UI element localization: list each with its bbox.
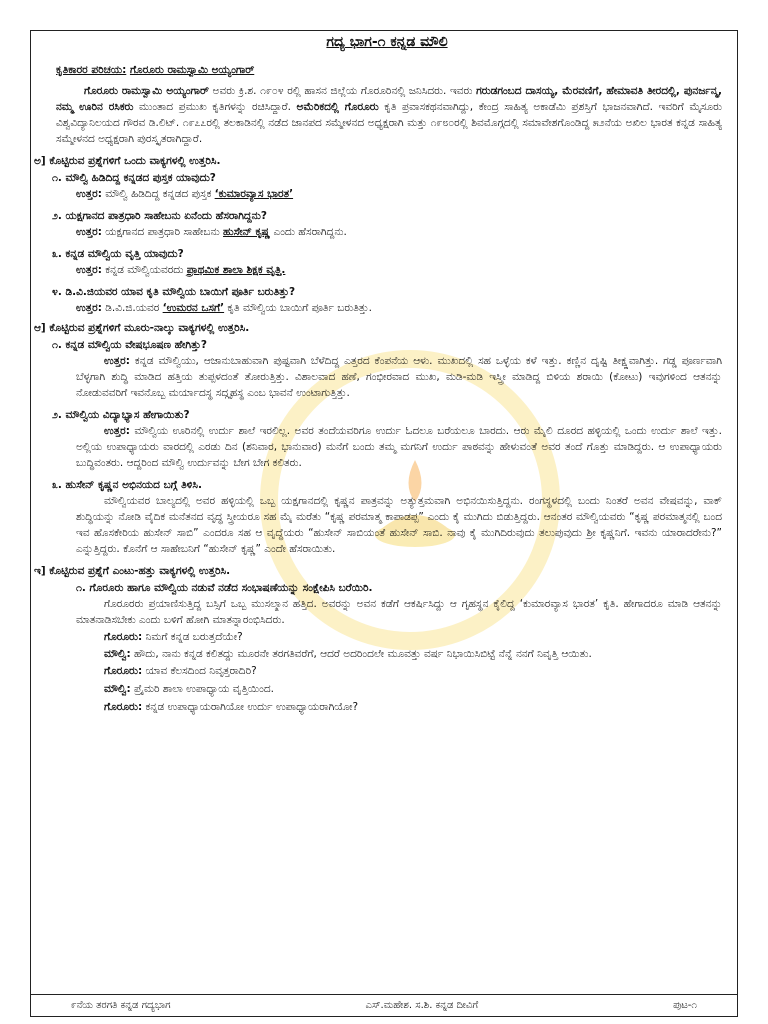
dialog-text: ಹೌದು, ನಾನು ಕನ್ನಡ ಕಲಿತದ್ದು ಮೂರನೇ ತರಗತಿವರೆಗೆ, ಆದರೆ ಅದರಿಂದಲೇ ಮೂವತ್ತು ವರ್ಷ ನಿಭಾಯಿಸಿಬಿಟ್ಟೆ ನೆನ್ನೆ ನನಗೆ ನಿವೃತ್ತಿ ಆಯಿತು. [130,648,592,660]
intro-text-2: ಮುಂತಾದ ಪ್ರಮುಖ ಕೃತಿಗಳನ್ನು ರಚಿಸಿದ್ದಾರೆ. [133,101,297,113]
answer-label: ಉತ್ತರ: [76,188,102,200]
answer-b1 [76,353,722,401]
question-block [52,580,722,716]
answer-label: ಉತ್ತರ: [76,226,102,238]
section-b-heading: ಆ] ಕೊಟ್ಟಿರುವ ಪ್ರಶ್ನೆಗಳಿಗೆ ಮೂರು-ನಾಲ್ಕು ವಾಕ್ಯಗಳಲ್ಲಿ ಉತ್ತರಿಸಿ. [34,322,250,334]
answer-c1-intro: ಗೊರೂರರು ಪ್ರಯಾಣಿಸುತ್ತಿದ್ದ ಬಸ್ಸಿಗೆ ಒಬ್ಬ ಮುಸಲ್ಮಾನ ಹತ್ತಿದ. ಅವರನ್ನು ಅವನ ಕಡೆಗೆ ಆಕರ್ಷಿಸಿದ್ದು ಆ ಗೃಹಸ್ಥನ ಕೈಲಿದ್ದ ‘ಕುಮಾರವ್ಯಾಸ ಭಾರತ’ ಕೃತಿ. ಹೇಗಾದರೂ ಮಾಡಿ ಆತನನ್ನು ಮಾತನಾಡಿಸಬೇಕು ಎಂದು ಬಳಿಗೆ ಹೋಗಿ ಮಾತನ್ನಾರಂಭಿಸಿದರು. [76,598,722,626]
speaker-label: ಗೊರೂರು: [104,701,143,713]
question-block [52,337,722,401]
dialog-line [104,628,722,646]
page-title: ಗದ್ಯ ಭಾಗ-೧ ಕನ್ನಡ ಮೌಲಿ [326,34,448,50]
intro-paragraph [56,83,722,147]
answer-a1 [76,186,722,202]
intro-text-3: ಕೃತಿ ಪ್ರವಾಸಕಥನವಾಗಿದ್ದು, ಕೇಂದ್ರ ಸಾಹಿತ್ಯ ಅಕಾಡೆಮಿ ಪ್ರಶಸ್ತಿಗೆ ಭಾಜನವಾಗಿದೆ. ಇವರಿಗೆ ಮೈಸೂರು ವಿಶ್ವವಿದ್ಯಾನಿಲಯದ ಗೌರವ ಡಿ.ಲಿಟ್. ೧೯೭೭ರಲ್ಲಿ ತಲಕಾಡಿನಲ್ಲಿ ನಡೆದ ಜಾನಪದ ಸಮ್ಮೇಳನದ ಅಧ್ಯಕ್ಷರಾಗಿ ಮತ್ತು ೧೯೮೦ರಲ್ಲಿ ಶಿವಮೊಗ್ಗದಲ್ಲಿ ಸಮಾವೇಶಗೊಂಡಿದ್ದ ೫೨ನೆಯ ಅಖಿಲ ಭಾರತ ಕನ್ನಡ ಸಾಹಿತ್ಯ ಸಮ್ಮೇಳನದ ಅಧ್ಯಕ್ಷರಾಗಿ ಪುರಸ್ಕೃತರಾಗಿದ್ದಾರೆ. [56,101,722,145]
question-block [52,407,722,471]
document-content [34,34,722,716]
answer-text: ಡಿ.ವಿ.ಜಿ.ಯವರ [101,302,163,314]
dialog-line [104,698,722,716]
answer-text: ಎಂದು ಹೆಸರಾಗಿದ್ದನು. [270,226,347,238]
speaker-label: ಗೊರೂರು: [104,631,143,643]
question-block [52,477,722,557]
footer-class-subject: ೯ನೆಯ ತರಗತಿ ಕನ್ನಡ ಗದ್ಯಭಾಗ [71,1000,171,1011]
dialog-line [104,646,722,662]
question-c1: ೧. ಗೊರೂರು ಹಾಗೂ ಮೌಲ್ವಿಯ ನಡುವೆ ನಡೆದ ಸಂಭಾಷಣೆಯನ್ನು ಸಂಕ್ಷೇಪಿಸಿ ಬರೆಯಿರಿ. [76,582,373,594]
question-a2: ೨. ಯಕ್ಷಗಾನದ ಪಾತ್ರಧಾರಿ ಸಾಹೇಬನು ಏನೆಂದು ಹೆಸರಾಗಿದ್ದನು? [52,210,267,222]
speaker-label: ಮೌಲ್ವಿ: [104,683,131,695]
footer-author: ಎಸ್.ಮಹೇಶ. ಸ.ಶಿ. ಕನ್ನಡ ದೀವಿಗೆ [365,1000,479,1011]
author-name: ಗೊರೂರು ರಾಮಸ್ವಾಮಿ ಅಯ್ಯಂಗಾರ್ [129,64,255,76]
answer-b2 [76,423,722,471]
author-intro [56,64,722,77]
answer-label: ಉತ್ತರ: [104,355,130,367]
dialog-line [104,680,722,698]
question-b3: ೩. ಹುಸೇನ್ ಕೃಷ್ಣನ ಅಭಿನಯದ ಬಗ್ಗೆ ತಿಳಿಸಿ. [52,479,202,491]
speaker-label: ಗೊರೂರು: [104,665,143,677]
section-c-heading: ಇ] ಕೊಟ್ಟಿರುವ ಪ್ರಶ್ನೆಗೆ ಎಂಟು-ಹತ್ತು ವಾಕ್ಯಗಳಲ್ಲಿ ಉತ್ತರಿಸಿ. [34,565,231,577]
question-b1: ೧. ಕನ್ನಡ ಮೌಲ್ವಿಯ ವೇಷಭೂಷಣ ಹೇಗಿತ್ತು? [52,339,207,351]
answer-text: ಮೌಲ್ವಿಯ ಊರಿನಲ್ಲಿ ಉರ್ದು ಶಾಲೆ ಇರಲಿಲ್ಲ. ಅವರ ತಂದೆಯವರಿಗೂ ಉರ್ದು ಓದಲೂ ಬರೆಯಲೂ ಬಾರದು. ಆರು ಮೈಲಿ ದೂರದ ಹಳ್ಳಿಯಲ್ಲಿ ಒಂದು ಉರ್ದು ಶಾಲೆ ಇತ್ತು. ಅಲ್ಲಿಯ ಉಪಾಧ್ಯಾಯರು ವಾರದಲ್ಲಿ ಎರಡು ದಿನ (ಶನಿವಾರ, ಭಾನುವಾರ) ಮನೆಗೆ ಬಂದು ತಮ್ಮ ಮಗನಿಗೆ ಉರ್ದು ಪಾಠವನ್ನು ಹೇಳುವಂತೆ ಅವರ ತಂದೆ ಗೊತ್ತು ಮಾಡಿದ್ದರು. ಆ ಉಪಾಧ್ಯಾಯರು ಬುದ್ಧಿವಂತರು. ಆದ್ದರಿಂದ ಮೌಲ್ವಿ ಉರ್ದುವನ್ನು ಬೇಗ ಬೇಗ ಕಲಿತರು. [76,425,722,469]
answer-text: ಕೃತಿ ಮೌಲ್ವಿಯ ಬಾಯಿಗೆ ಪೂರ್ತಿ ಬರುತಿತ್ತು. [224,302,372,314]
answer-label: ಉತ್ತರ: [104,425,130,437]
dialog-text: ಕನ್ನಡ ಉಪಾಧ್ಯಾಯರಾಗಿಯೋ ಉರ್ದು ಉಪಾಧ್ಯಾಯರಾಗಿಯೋ? [142,701,359,713]
dialog-text: ಪ್ರೈಮರಿ ಶಾಲಾ ಉಪಾಧ್ಯಾಯ ವೃತ್ತಿಯಿಂದ. [130,683,274,695]
question-block [52,246,722,278]
answer-b3 [76,493,722,557]
answer-highlight: ‘ಕುಮಾರವ್ಯಾಸ ಭಾರತ’ [214,188,294,200]
dialog-text: ನಿಮಗೆ ಕನ್ನಡ ಬರುತ್ತದೆಯೇ? [142,631,243,643]
answer-label: ಉತ್ತರ: [76,264,102,276]
question-block [52,208,722,240]
question-a1: ೧. ಮೌಲ್ವಿ ಹಿಡಿದಿದ್ದ ಕನ್ನಡದ ಪುಸ್ತಕ ಯಾವುದು? [52,172,216,184]
answer-label: ಉತ್ತರ: [76,302,102,314]
footer-page-number: ಪುಟ-೧ [673,1000,697,1011]
section-a-heading: ಅ] ಕೊಟ್ಟಿರುವ ಪ್ರಶ್ನೆಗಳಿಗೆ ಒಂದು ವಾಕ್ಯಗಳಲ್ಲಿ ಉತ್ತರಿಸಿ. [34,155,221,167]
answer-a3 [76,262,722,278]
question-block [52,170,722,202]
answer-a2 [76,224,722,240]
intro-work-2: ಅಮೆರಿಕದಲ್ಲಿ ಗೊರೂರು [296,101,379,113]
intro-works: ಗರುಡಗಂಬದ ದಾಸಯ್ಯ, ಮೆರವಣಿಗೆ, ಹೇಮಾವತಿ ತೀರದಲ್ಲಿ, ಪುನರ್ಜನ್ಮ, ನಮ್ಮ ಊರಿನ ರಸಿಕರು [56,85,722,113]
answer-highlight: ಹುಸೇನ್ ಕೃಷ್ಣ [223,226,271,238]
speaker-label: ಮೌಲ್ವಿ: [104,648,131,660]
author-intro-label: ಕೃತಿಕಾರರ ಪರಿಚಯ: [56,64,127,76]
dialog-text: ಯಾವ ಕೆಲಸದಿಂದ ನಿವೃತ್ತರಾದಿರಿ? [142,665,257,677]
answer-a4 [76,300,722,316]
answer-text: ಮೌಲ್ವಿಯವರ ಬಾಲ್ಯದಲ್ಲಿ ಅವರ ಹಳ್ಳಿಯಲ್ಲಿ ಒಬ್ಬ ಯಕ್ಷಗಾನದಲ್ಲಿ ಕೃಷ್ಣನ ಪಾತ್ರವನ್ನು ಅತ್ಯುತ್ತಮವಾಗಿ ಅಭಿನಯಿಸುತ್ತಿದ್ದನು. ರಂಗಸ್ಥಳದಲ್ಲಿ ಬಂದು ನಿಂತರೆ ಅವನ ವೇಷವನ್ನು, ವಾಕ್ ಶುದ್ಧಿಯನ್ನು ನೋಡಿ ವೈದಿಕ ಮನೆತನದ ವೃದ್ಧ ಸ್ತ್ರೀಯರೂ ಸಹ ಮೈ ಮರೆತು “ಕೃಷ್ಣ ಪರಮಾತ್ಮ ಕಾಪಾಡಪ್ಪ” ಎಂದು ಕೈ ಮುಗಿದು ಬಿಡುತ್ತಿದ್ದರು. ಆನಂತರ ಮೌಲ್ವಿಯವರು “ಕೃಷ್ಣ ಪರಮಾತ್ಮನಲ್ಲಿ ಬಂದ ಇವ ಹೊಸಕೇರಿಯ ಹುಸೇನ್ ಸಾಬಿ” ಎಂದರೂ ಸಹ ಆ ವೃದ್ಧೆಯರು “ಹುಸೇನ್ ಸಾಬಿಯಂತೆ ಹುಸೇನ್ ಸಾಬಿ. ನಾವು ಕೈ ಮುಗಿದಿರುವುದು ತಲುಪುವುದು ಶ್ರೀ ಕೃಷ್ಣನಿಗೆ. ಇವನು ಯಾರಾದರೇನು?” ಎನ್ನುತ್ತಿದ್ದರು. ಕೊನೆಗೆ ಆ ಸಾಹೇಬನಿಗೆ “ಹುಸೇನ್ ಕೃಷ್ಣ” ಎಂದೇ ಹೆಸರಾಯಿತು. [76,495,722,555]
question-a4: ೪. ಡಿ.ವಿ.ಜಿಯವರ ಯಾವ ಕೃತಿ ಮೌಲ್ವಿಯ ಬಾಯಿಗೆ ಪೂರ್ತಿ ಬರುತಿತ್ತು? [52,286,296,298]
answer-highlight: ಪ್ರಾಥಮಿಕ ಶಾಲಾ ಶಿಕ್ಷಕ ವೃತ್ತಿ. [186,264,286,276]
answer-highlight: ‘ಉಮರನ ಒಸಗೆ’ [162,302,225,314]
intro-lead: ಗೊರೂರು ರಾಮಸ್ವಾಮಿ ಅಯ್ಯಂಗಾರ್ [84,85,209,97]
question-b2: ೨. ಮೌಲ್ವಿಯ ವಿದ್ಯಾಭ್ಯಾಸ ಹೇಗಾಯಿತು? [52,409,190,421]
answer-text: ಮೌಲ್ವಿ ಹಿಡಿದಿದ್ದ ಕನ್ನಡದ ಪುಸ್ತಕ [101,188,215,200]
page-footer [30,995,738,1017]
answer-text: ಕನ್ನಡ ಮೌಲ್ವಿಯವರದು [101,264,187,276]
intro-text-1: ಅವರು ಕ್ರಿ.ಶ. ೧೯೦೪ ರಲ್ಲಿ ಹಾಸನ ಜಿಲ್ಲೆಯ ಗೊರೂರಿನಲ್ಲಿ ಜನಿಸಿದರು. ಇವರು [208,85,477,97]
question-block [52,284,722,316]
question-a3: ೩. ಕನ್ನಡ ಮೌಲ್ವಿಯ ವೃತ್ತಿ ಯಾವುದು? [52,248,184,260]
answer-text: ಕನ್ನಡ ಮೌಲ್ವಿಯು, ಆಜಾನುಬಾಹುವಾಗಿ ಪುಷ್ಟವಾಗಿ ಬೆಳೆದಿದ್ದ ಎತ್ತರದ ಕೆಂಪನೆಯ ಆಳು. ಮುಖದಲ್ಲಿ ಸಹ ಒಳ್ಳೆಯ ಕಳೆ ಇತ್ತು. ಕಣ್ಣಿನ ದೃಷ್ಟಿ ತೀಕ್ಷ್ಣವಾಗಿತ್ತು. ಗಡ್ಡ ಪೂರ್ಣವಾಗಿ ಬೆಳ್ಳಗಾಗಿ ಶುದ್ಧಿ ಮಾಡಿದ ಹತ್ತಿಯ ತುಪ್ಪಳದಂತೆ ತೋರುತ್ತಿತ್ತು. ವಿಶಾಲವಾದ ಹಣೆ, ಗಂಭೀರವಾದ ಮುಖ, ಮಡಿ-ಮಡಿ ಇಸ್ತ್ರೀ ಮಾಡಿದ್ದ ಬಿಳಿಯ ಶರಾಯಿ (ಕೋಟು) ಇವುಗಳಿಂದ ಆತನನ್ನು ನೋಡುವವರಿಗೆ ಇವನೊಬ್ಬ ಮರ್ಯಾದಸ್ಥ ಸದ್ಗೃಹಸ್ಥ ಎಂಬ ಭಾವನೆ ಉಂಟಾಗುತ್ತಿತ್ತು. [76,355,722,399]
dialog-line [104,662,722,680]
answer-text: ಯಕ್ಷಗಾನದ ಪಾತ್ರಧಾರಿ ಸಾಹೇಬನು [101,226,223,238]
